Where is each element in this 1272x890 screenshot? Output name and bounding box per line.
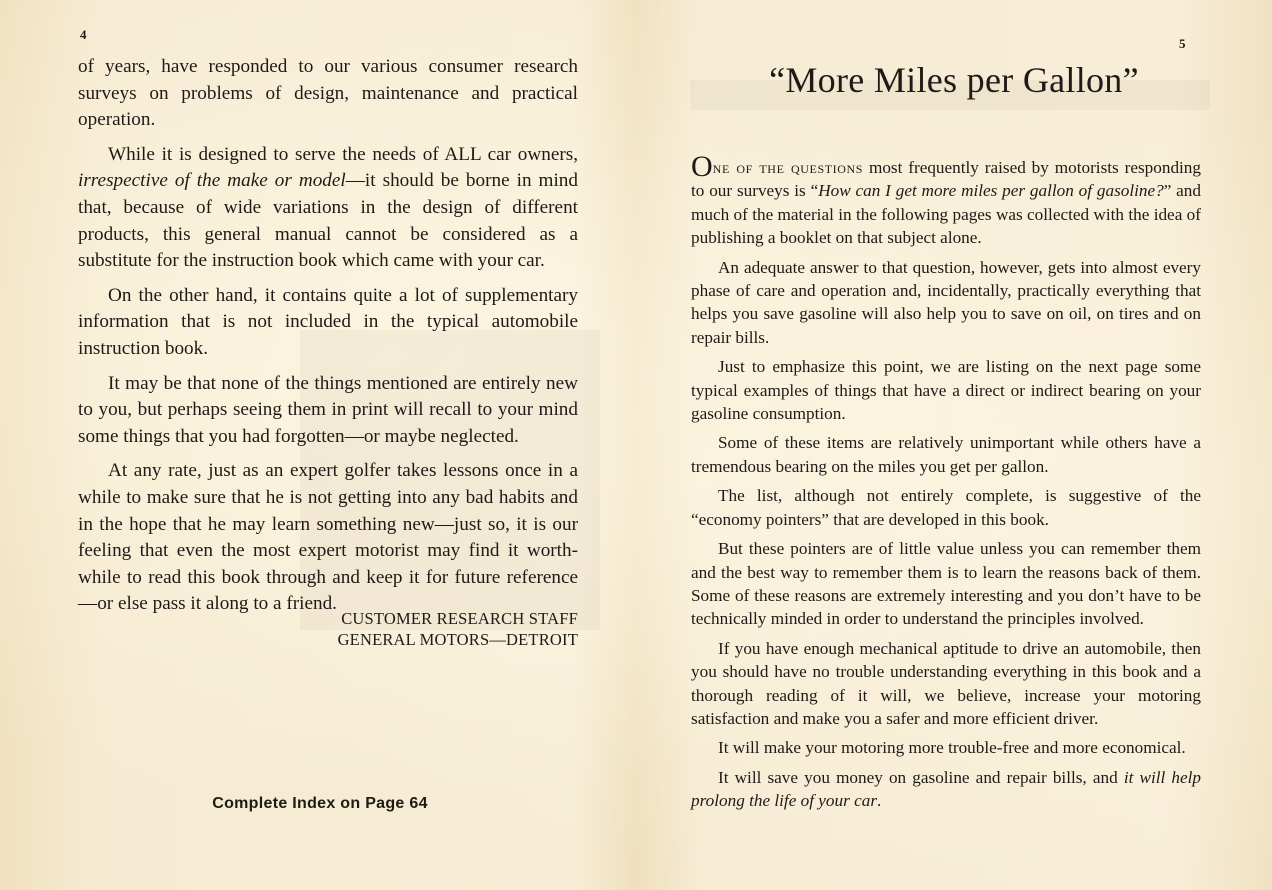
- paragraph: An adequate answer to that question, however, gets into almost every phase of care and operation and, incidentally, practically everything that helps you save gasoline will also help you to save on oil, on tires and on repair bills.: [691, 257, 1201, 347]
- left-body-text: [78, 54, 578, 626]
- closing-paragraph: [691, 766, 1201, 813]
- paragraph: On the other hand, it contains quite a lot of supplementary information that is not included in the typical automobile instruction book.: [78, 284, 578, 359]
- paragraph: But these pointers are of little value unless you can remember them and the best way to remember them is to learn the reasons back of them. Some of these reasons are extremely interesting and you don’t have to be technically minded in order to understand the principles involved.: [691, 539, 1201, 629]
- paragraph: It may be that none of the things mentioned are entirely new to you, but perhaps seeing them in print will recall to your mind some things that you had forgotten—or maybe neglected.: [78, 372, 578, 447]
- page-number-left: 4: [80, 27, 87, 42]
- paragraph-text: It will save you money on gasoline and repair bills, and: [718, 767, 1124, 787]
- paragraph-text: —it should be borne in mind that, because of wide variations in the design of different products, this general manual cannot be considered as a substitute for the instruction book which came with your car.: [78, 170, 578, 272]
- paragraph-text: .: [877, 791, 882, 811]
- paragraph: Just to emphasize this point, we are listing on the next page some typical examples of things that have a direct or indirect bearing on your gasoline consumption.: [691, 357, 1201, 424]
- paragraph: of years, have responded to our various consumer research surveys on problems of design, maintenance and practical operation.: [78, 56, 578, 131]
- drop-cap: O: [691, 150, 713, 183]
- paragraph: Some of these items are relatively unimportant while others have a tremendous bearing on the miles you get per gallon.: [691, 433, 1201, 476]
- signature-block: [78, 608, 578, 650]
- paragraph: It will make your motoring more trouble-free and more economical.: [718, 738, 1186, 758]
- signature-line-2: GENERAL MOTORS—DETROIT: [337, 630, 578, 649]
- intro-paragraph: [691, 150, 1201, 250]
- italic-emphasis: it will help prolong the life of your car: [691, 767, 1201, 811]
- page-number-right: 5: [1179, 36, 1186, 51]
- paragraph: If you have enough mechanical aptitude to drive an automobile, then you should have no trouble understanding everything in this book and a thorough reading of it will, we believe, increase your motoring satisfaction and make you a safer and more efficient driver.: [691, 638, 1201, 728]
- signature-line-1: CUSTOMER RESEARCH STAFF: [341, 609, 578, 628]
- italic-emphasis: irrespective of the make or model: [78, 170, 346, 192]
- paragraph-text: While it is designed to serve the needs of ALL car owners,: [108, 143, 578, 165]
- paragraph-text: ” and much of the material in the following pages was collected with the idea of publishing a booklet on that subject alone.: [691, 181, 1201, 248]
- paragraph: At any rate, just as an expert golfer takes lessons once in a while to make sure that he is not getting into any bad habits and in the hope that he may learn something new—just so, it is our feeling that even the most expert motorist may find it worth-while to read this book through and keep it for future reference—or else pass it along to a friend.: [78, 460, 578, 615]
- paragraph: The list, although not entirely complete, is suggestive of the “economy pointers” that are developed in this book.: [691, 486, 1201, 529]
- right-body-text: [691, 150, 1201, 819]
- index-reference: Complete Index on Page 64: [212, 795, 428, 812]
- paragraph: [78, 142, 578, 275]
- small-caps-lead: ne of the questions: [712, 158, 864, 177]
- paragraph-text: most frequently raised by motorists responding to our surveys is “: [691, 158, 1201, 201]
- chapter-title: “More Miles per Gallon”: [769, 60, 1139, 100]
- italic-quote: How can I get more miles per gallon of gasoline?: [818, 181, 1164, 201]
- right-page: [636, 0, 1272, 890]
